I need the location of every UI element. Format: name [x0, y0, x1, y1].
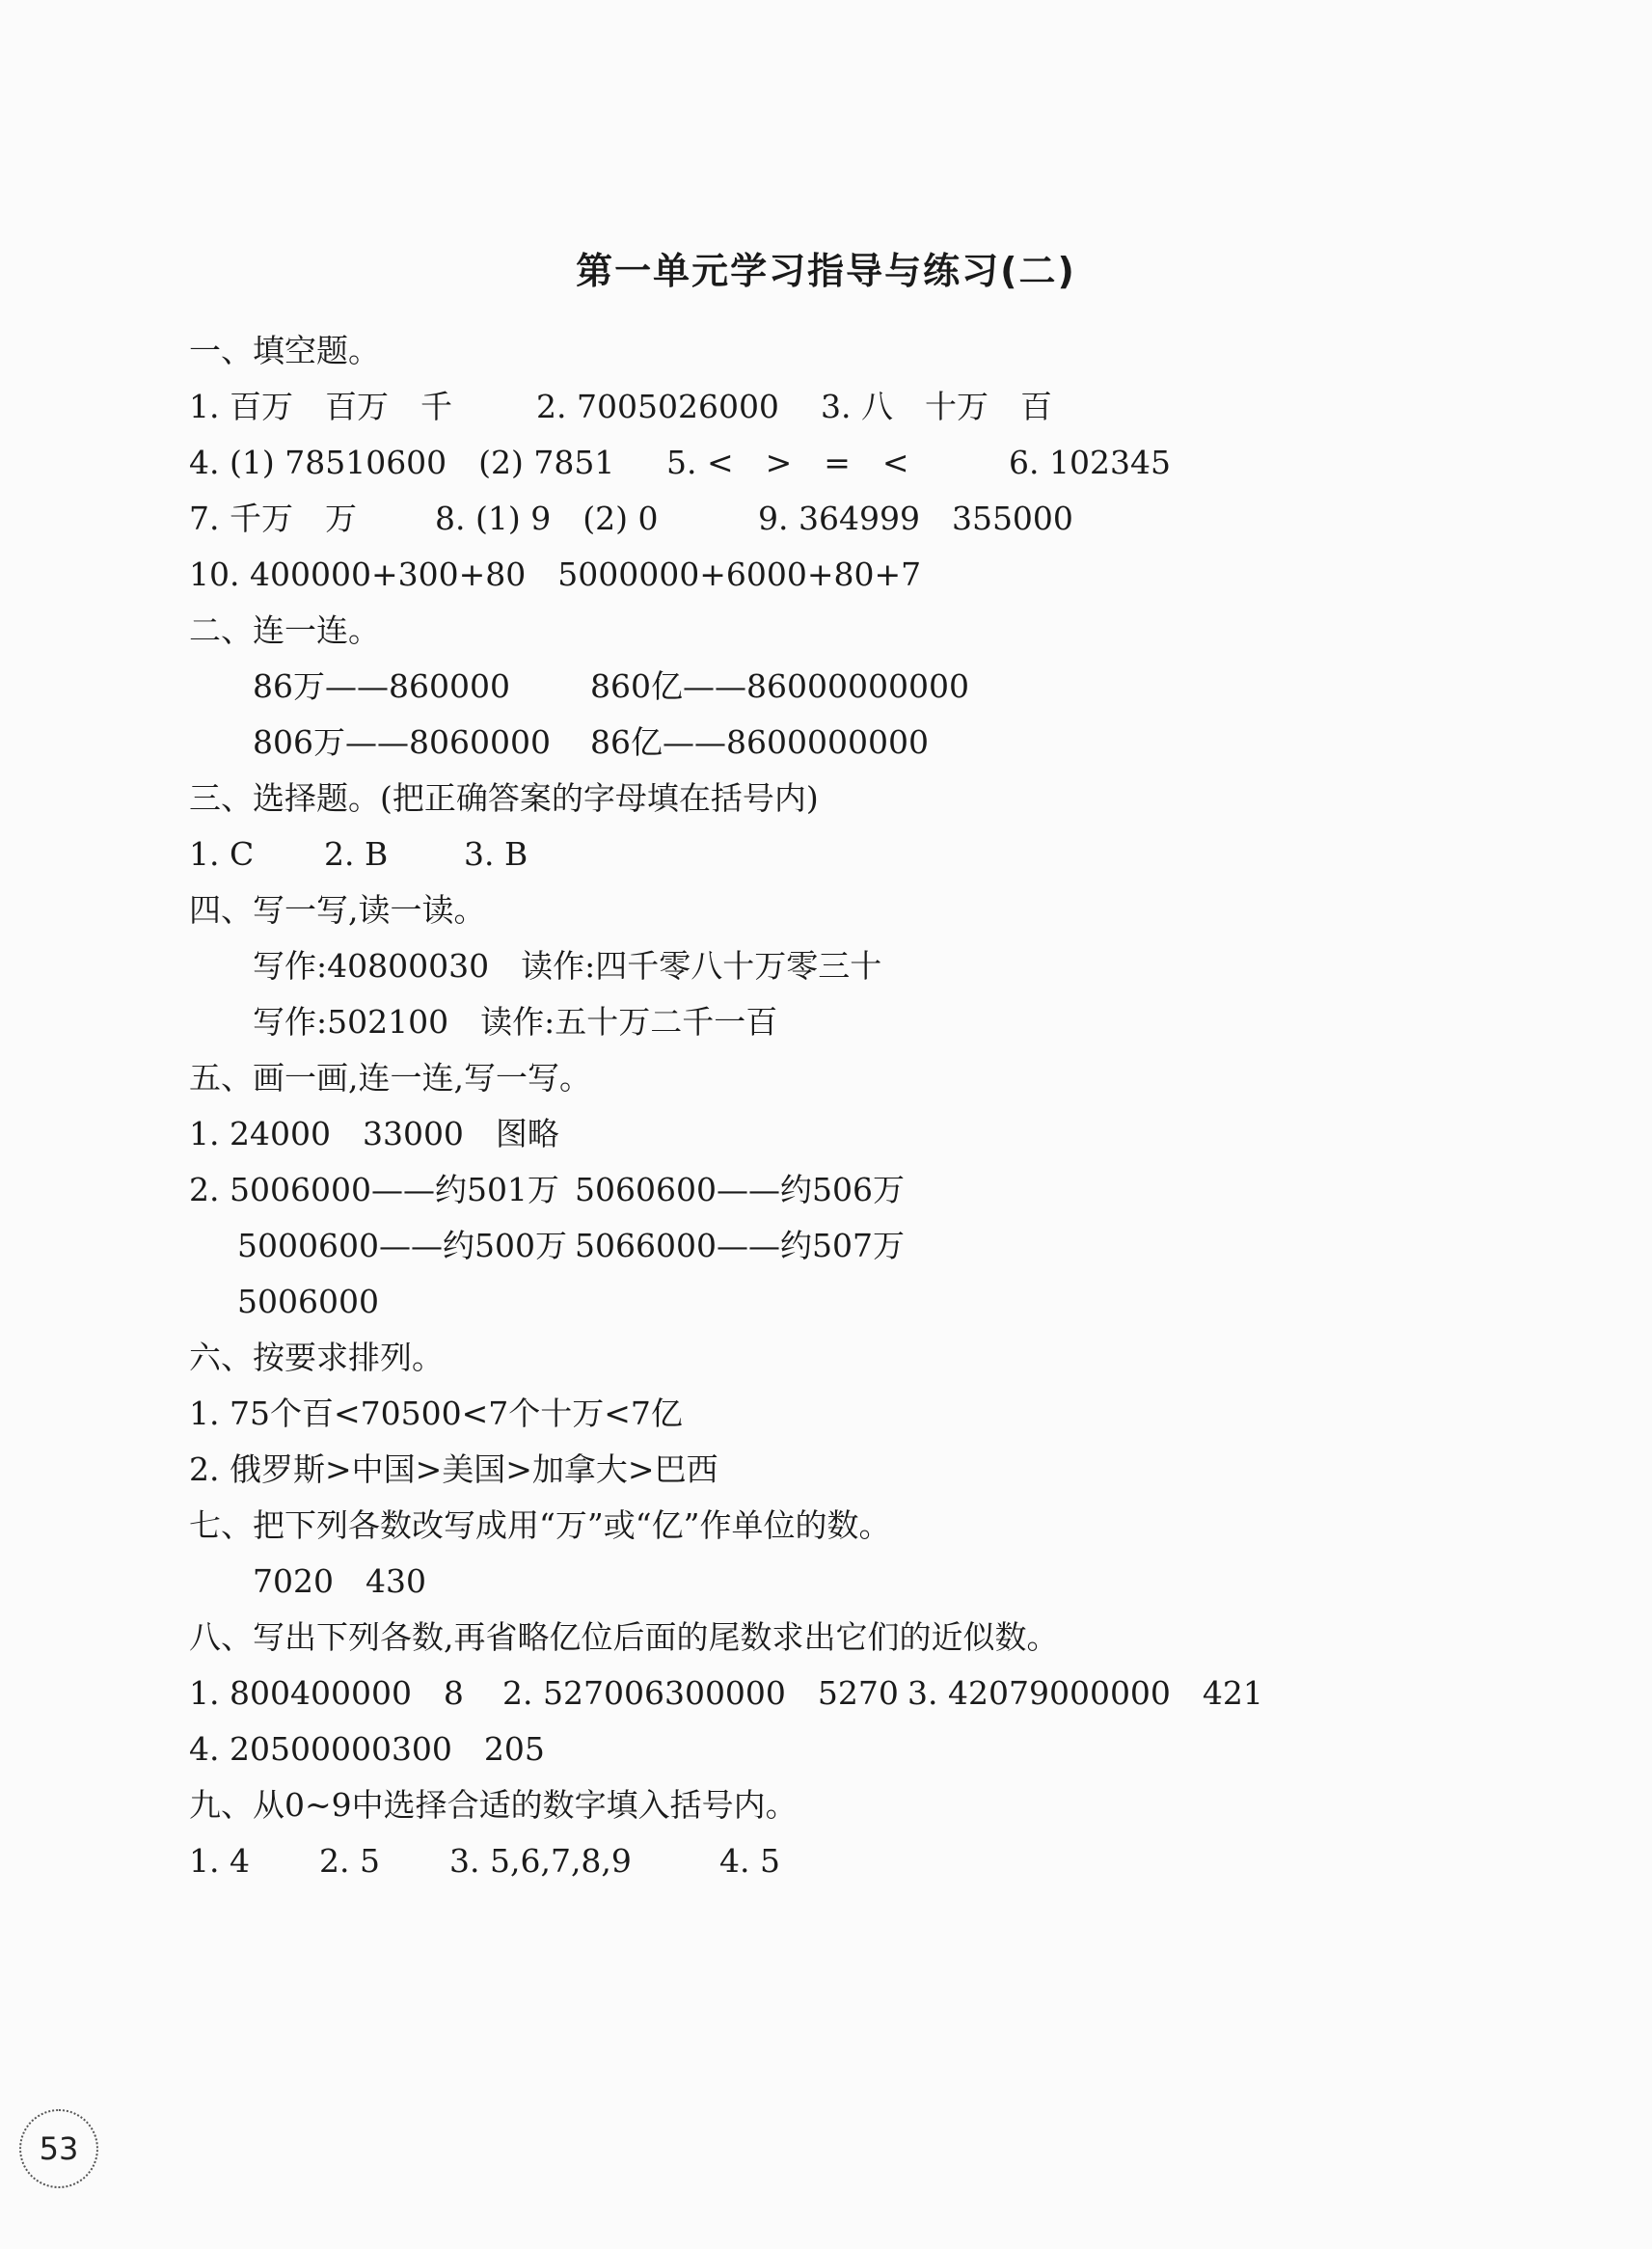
answer-line: 4. (1) 78510600 (2) 7851 5. < > = < 6. 102345 — [189, 444, 1171, 481]
answer-line: 86万——860000 860亿——86000000000 — [253, 667, 969, 705]
answer-line: 4. 20500000300 205 — [189, 1730, 545, 1768]
answer-line: 1. C 2. B 3. B — [189, 835, 528, 873]
answer-line: 1. 800400000 8 2. 527006300000 5270 3. 42079000000 421 — [189, 1674, 1263, 1712]
answer-line: 5000600——约500万 5066000——约507万 — [237, 1227, 905, 1264]
answer-line: 7. 千万 万 8. (1) 9 (2) 0 9. 364999 355000 — [189, 500, 1073, 537]
answer-line: 1. 24000 33000 图略 — [189, 1115, 559, 1152]
answer-line: 1. 4 2. 5 3. 5,6,7,8,9 4. 5 — [189, 1842, 780, 1880]
answer-line: 7020 430 — [253, 1562, 426, 1600]
page-title: 第一单元学习指导与练习(二) — [576, 250, 1076, 292]
section-heading-7: 七、把下列各数改写成用“万”或“亿”作单位的数。 — [189, 1506, 891, 1544]
section-heading-1: 一、填空题。 — [189, 332, 380, 369]
answer-line: 2. 俄罗斯>中国>美国>加拿大>巴西 — [189, 1450, 718, 1488]
page-number: 53 — [19, 2109, 98, 2188]
answer-line: 1. 75个百<70500<7个十万<7亿 — [189, 1395, 683, 1432]
section-heading-3: 三、选择题。(把正确答案的字母填在括号内) — [189, 779, 819, 817]
section-heading-5: 五、画一画,连一连,写一写。 — [189, 1059, 591, 1097]
answer-line: 2. 5006000——约501万 5060600——约506万 — [189, 1171, 905, 1208]
answer-line: 806万——8060000 86亿——8600000000 — [253, 723, 929, 761]
section-heading-4: 四、写一写,读一读。 — [189, 891, 486, 929]
section-heading-6: 六、按要求排列。 — [189, 1339, 444, 1376]
answer-line: 1. 百万 百万 千 2. 7005026000 3. 八 十万 百 — [189, 388, 1052, 425]
answer-line: 写作:40800030 读作:四千零八十万零三十 — [253, 947, 882, 985]
answer-line: 写作:502100 读作:五十万二千一百 — [253, 1003, 778, 1041]
answer-line: 10. 400000+300+80 5000000+6000+80+7 — [189, 555, 922, 593]
section-heading-2: 二、连一连。 — [189, 611, 380, 649]
section-heading-9: 九、从0~9中选择合适的数字填入括号内。 — [189, 1786, 798, 1824]
section-heading-8: 八、写出下列各数,再省略亿位后面的尾数求出它们的近似数。 — [189, 1618, 1059, 1656]
answer-line: 5006000 — [237, 1283, 379, 1320]
